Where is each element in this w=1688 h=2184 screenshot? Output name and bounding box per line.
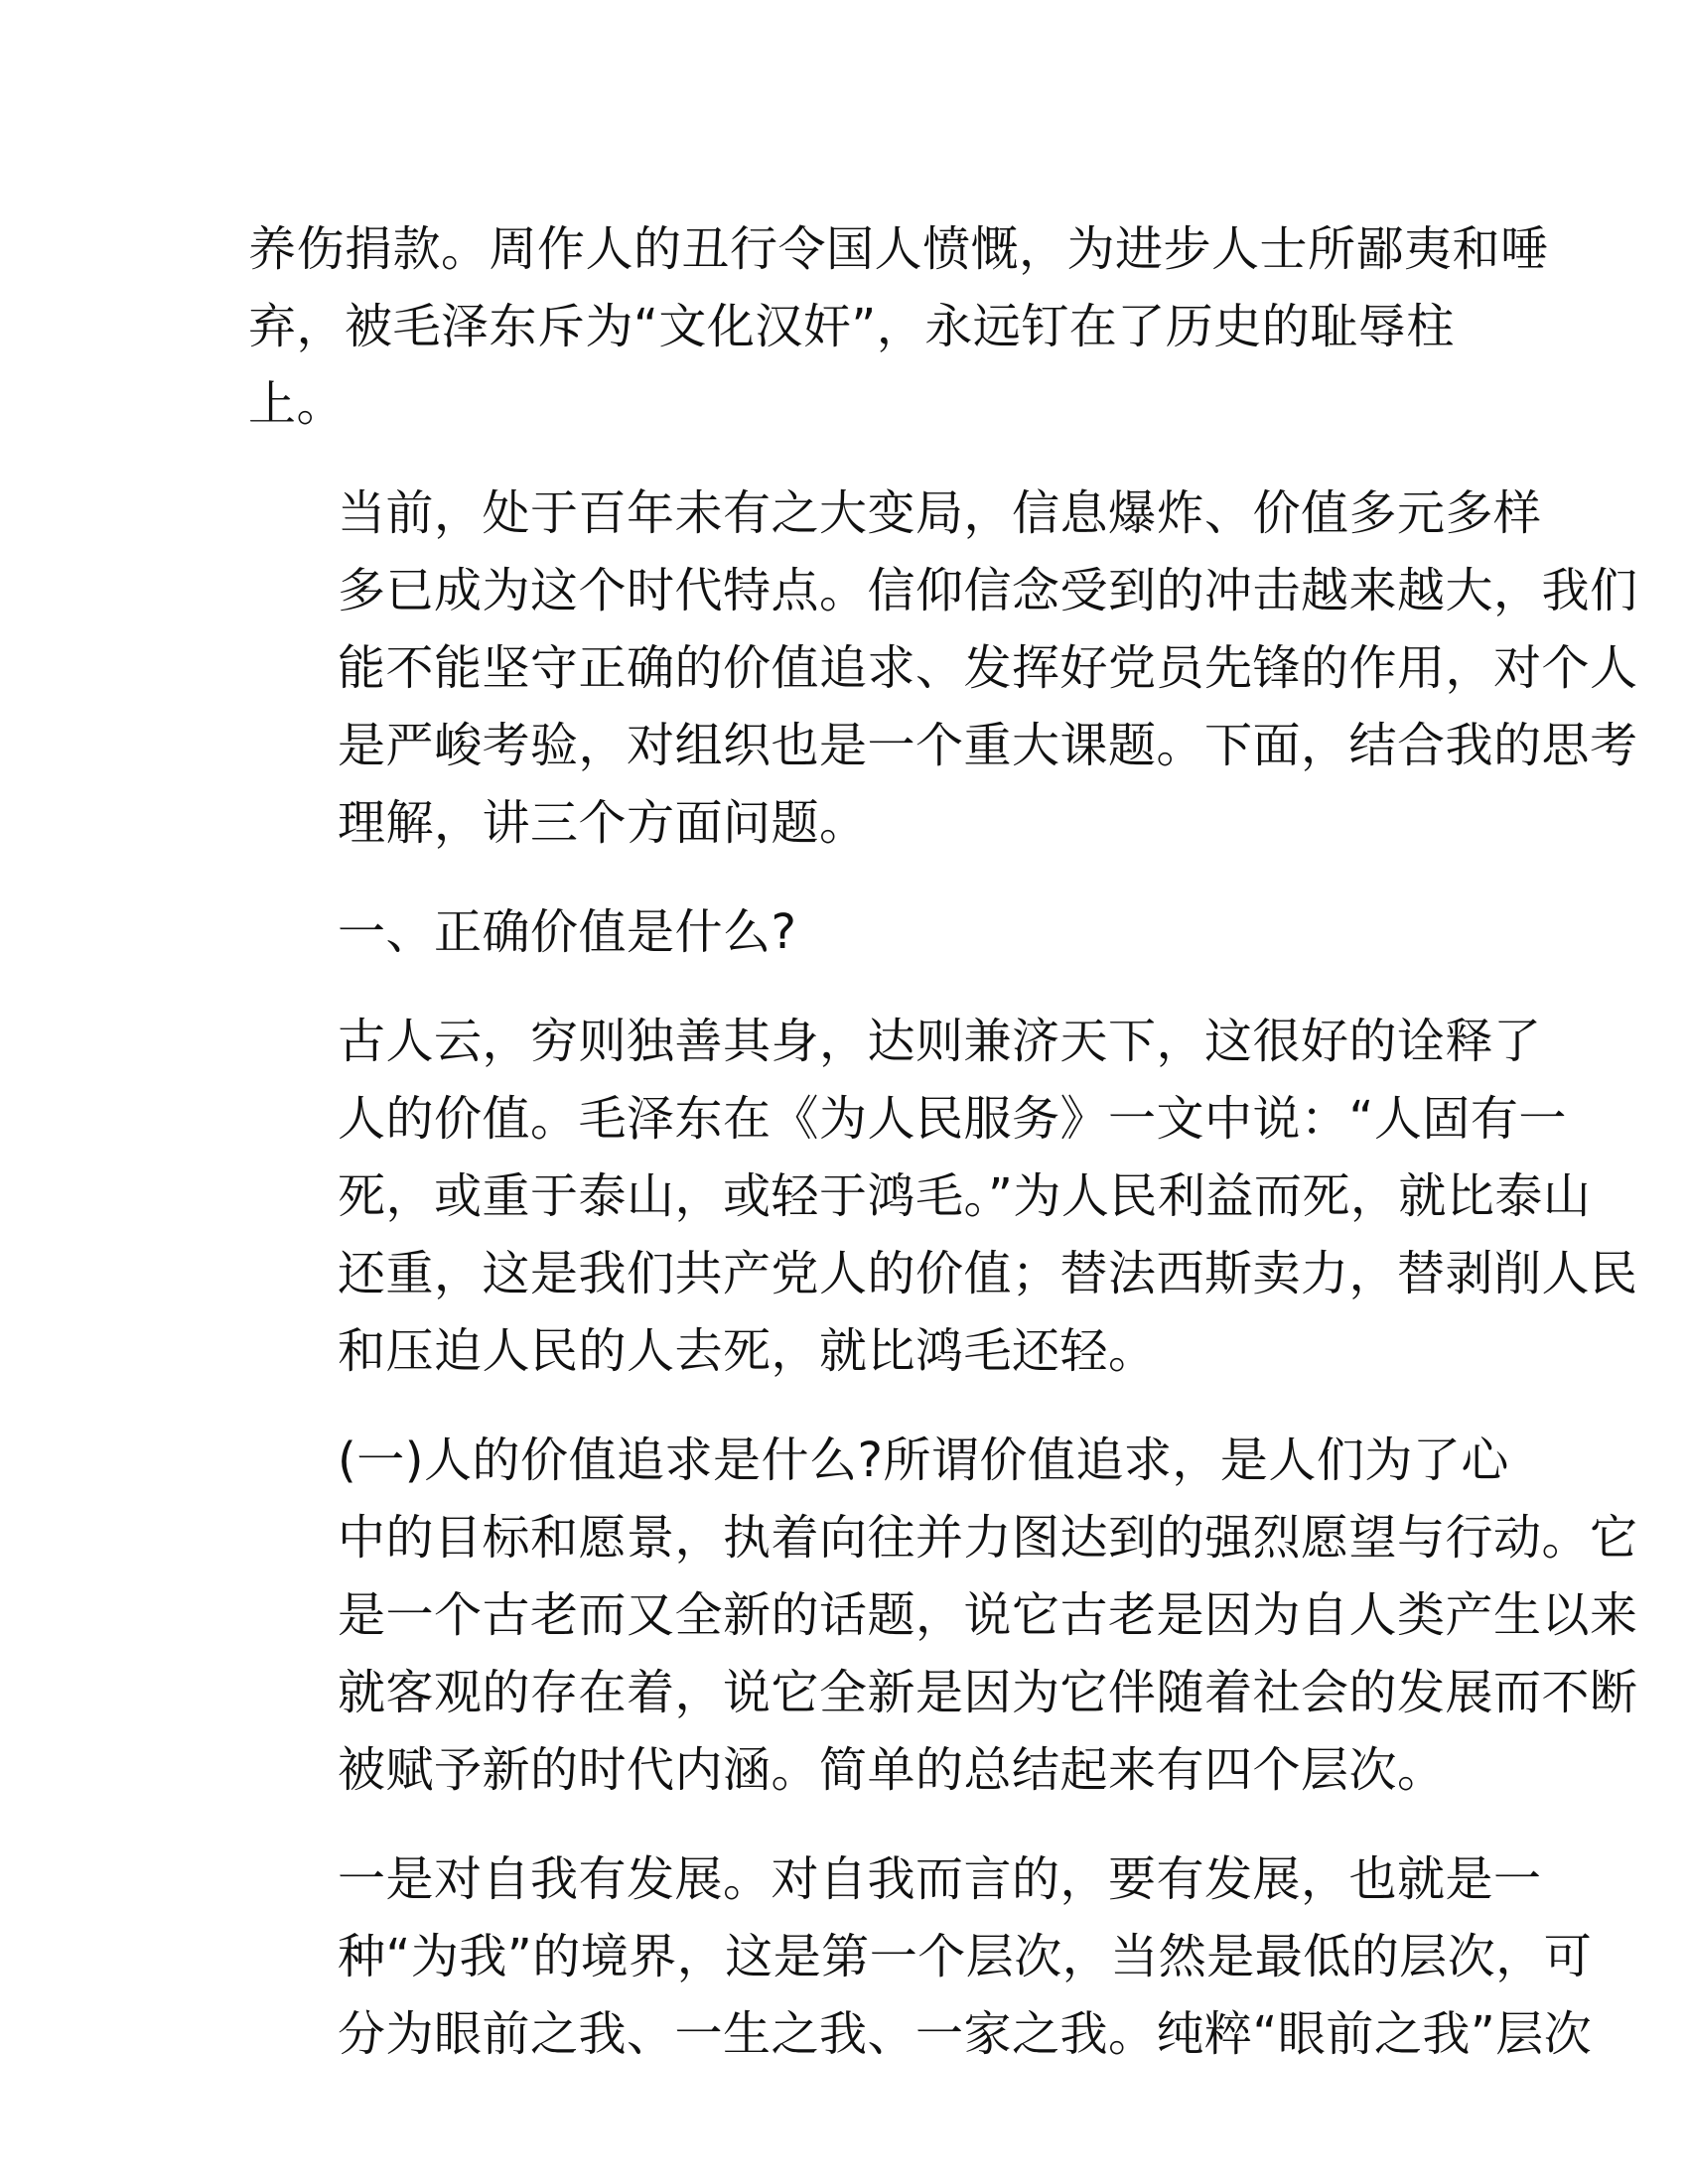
paragraph — [248, 475, 1638, 862]
text-line: 就客观的存在着，说它全新是因为它伴随着社会的发展而不断 — [338, 1665, 1638, 1720]
text-line: 还重，这是我们共产党人的价值；替法西斯卖力，替剥削人民 — [338, 1246, 1638, 1301]
text-line: 能不能坚守正确的价值追求、发挥好党员先锋的作用，对个人 — [338, 640, 1638, 696]
text-line: 和压迫人民的人去死，就比鸿毛还轻。 — [338, 1323, 1157, 1379]
text-line: 养伤捐款。周作人的丑行令国人愤慨，为进步人士所鄙夷和唾 — [248, 221, 1549, 277]
text-line: 一、正确价值是什么? — [338, 904, 797, 960]
paragraph — [248, 210, 1549, 443]
text-line: 是一个古老而又全新的话题，说它古老是因为自人类产生以来 — [338, 1587, 1638, 1643]
text-line: 上。 — [248, 376, 346, 432]
text-line: 中的目标和愿景，执着向往并力图达到的强烈愿望与行动。它 — [338, 1510, 1638, 1566]
text-line: 死，或重于泰山，或轻于鸿毛。”为人民利益而死，就比泰山 — [338, 1168, 1592, 1224]
text-line: 人的价值。毛泽东在《为人民服务》一文中说：“人固有一 — [338, 1091, 1567, 1147]
text-line: 种“为我”的境界，这是第一个层次，当然是最低的层次，可 — [338, 1929, 1593, 1984]
text-line: 当前，处于百年未有之大变局，信息爆炸、价值多元多样 — [338, 485, 1542, 541]
document-body — [248, 210, 1638, 2105]
text-line: 弃，被毛泽东斥为“文化汉奸”，永远钉在了历史的耻辱柱 — [248, 299, 1455, 354]
text-line: 一是对自我有发展。对自我而言的，要有发展，也就是一 — [338, 1851, 1542, 1907]
paragraph — [248, 1422, 1638, 1809]
text-line: 理解，讲三个方面问题。 — [338, 795, 868, 851]
text-line: 是严峻考验，对组织也是一个重大课题。下面，结合我的思考 — [338, 718, 1638, 773]
text-line: 多已成为这个时代特点。信仰信念受到的冲击越来越大，我们 — [338, 563, 1638, 618]
text-line: (一)人的价值追求是什么?所谓价值追求，是人们为了心 — [338, 1433, 1509, 1488]
text-line: 被赋予新的时代内涵。简单的总结起来有四个层次。 — [338, 1742, 1446, 1798]
paragraph — [248, 893, 1440, 971]
paragraph — [248, 1003, 1638, 1390]
text-line: 古人云，穷则独善其身，达则兼济天下，这很好的诠释了 — [338, 1014, 1542, 1069]
paragraph — [248, 1841, 1593, 2073]
text-line: 分为眼前之我、一生之我、一家之我。纯粹“眼前之我”层次 — [338, 2006, 1593, 2062]
